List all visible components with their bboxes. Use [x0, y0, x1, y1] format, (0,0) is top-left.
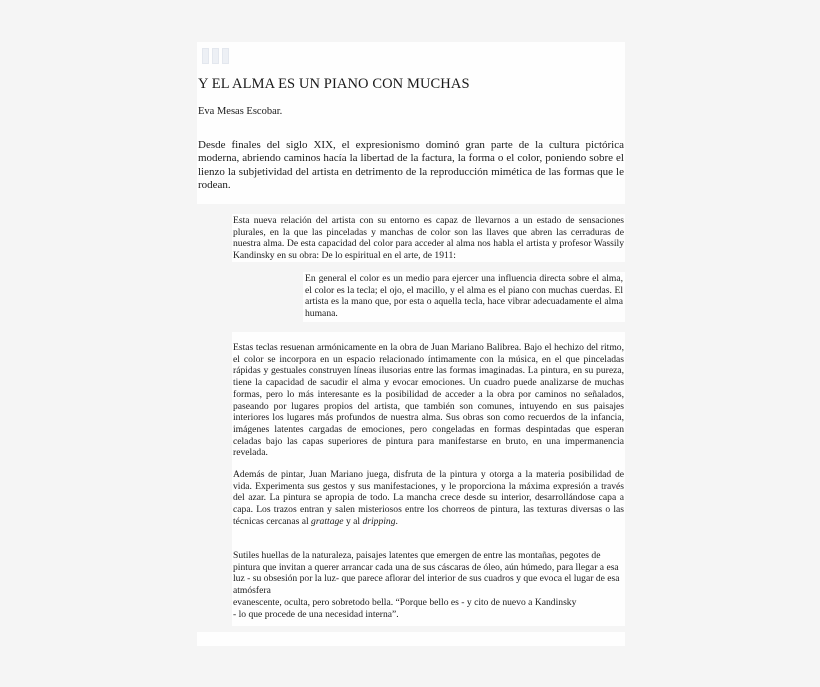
paragraph-2-part-1: Estas teclas resuenan armónicamente en la obra de Juan Mariano Balibrea. Bajo el hechizo del ritmo, el color se incorpora en un espacio relacionado íntimamente con la música, en el que pinceladas rápidas y gestuales construyen líneas ilusorias entre las formas imaginadas. La pintura, en su pureza, tiene la capacidad de sacudir el alma y evocar emociones. Un cuadro puede analizarse de muchas formas, — [233, 342, 624, 400]
paragraph-3-connector: y al — [343, 515, 363, 527]
paragraph-3 — [233, 469, 624, 528]
paragraph-1: Esta nueva relación del artista con su entorno es capaz de llevarnos a un estado de sensaciones plurales, en la que las pinceladas y manchas de color son las llaves que abren las cerraduras de nuestra alma. De esta capacidad del color para acceder al alma nos habla el artista y profesor Wassily Kandinsky en su obra: De lo espiritual en el arte, de 1911: — [233, 215, 624, 262]
document-logo-icon — [202, 48, 229, 64]
paragraph-4-line-3: - lo que procede de una necesidad interna”. — [233, 608, 399, 620]
paragraph-block-2 — [232, 332, 625, 626]
paragraph-4-line-2: evanescente, oculta, pero sobretodo bella. “Porque bello es - y cito de nuevo a Kandinsky — [233, 596, 577, 608]
document-title: Y EL ALMA ES UN PIANO CON MUCHAS — [198, 76, 470, 92]
logo-bar — [202, 48, 209, 64]
term-dripping: dripping — [362, 515, 396, 527]
logo-bar — [212, 48, 219, 64]
paragraph-block-1 — [232, 214, 625, 262]
paragraph-4 — [233, 550, 624, 620]
intro-paragraph: Desde finales del siglo XIX, el expresionismo dominó gran parte de la cultura pictórica moderna, abriendo caminos hacía la libertad de la factura, la forma o el color, poniendo sobre el lienzo la subjetividad del artista en detrimento de la reproducción mimética de las formas que le rodean. — [198, 139, 624, 191]
quote-block — [303, 272, 625, 322]
logo-bar — [222, 48, 229, 64]
paragraph-3-end: . — [395, 515, 398, 527]
paragraph-2 — [233, 342, 624, 459]
paragraph-3-text: Además de pintar, Juan Mariano juega, disfruta de la pintura y otorga a la materia posibilidad de vida. Experimenta sus gestos y sus manifestaciones, y le proporciona la máxima expresión a través del azar. La pintura se apropia de todo. La mancha crece desde su interior, desarrollándose capa a capa. Los trazos entran y salen misteriosos entre los chorreos de pintura, las texturas diversas o las técnicas cercanas al — [233, 469, 624, 527]
term-grattage: grattage — [311, 515, 344, 527]
document-footer-block — [197, 632, 625, 646]
paragraph-2-part-2: pero lo más interesante es la posibilidad de acceder a la obra por caminos no señalados, paseando por lugares propios del artista, que también son comunes, intuyendo en sus paisajes interiores los lugares más profundos de nuestra alma. Sus obras son como recuerdos de la infancia, imágenes latentes cargadas de emociones, pero congeladas en formas despintadas que esperan celadas bajo las capas superiores de pintura para manifestarse en bruto, en una impermanencia revelada. — [233, 388, 624, 459]
kandinsky-quote: En general el color es un medio para ejercer una influencia directa sobre el alma, el color es la tecla; el ojo, el macillo, y el alma es el piano con muchas cuerdas. El artista es la mano que, por esta o aquella tecla, hace vibrar adecuadamente el alma humana. — [305, 273, 623, 320]
paragraph-4-line-1: Sutiles huellas de la naturaleza, paisajes latentes que emergen de entre las montañas, pegotes de pintura que invitan a querer arrancar cada una de sus cáscaras de óleo, aún húmedo, para llegar a esa luz - su obsesión por la luz- que parece aflorar del interior de sus cuadros y que evoca el lugar de esa atmósfera — [233, 550, 620, 597]
document-header-block — [197, 42, 625, 204]
document-author: Eva Mesas Escobar. — [198, 106, 283, 117]
